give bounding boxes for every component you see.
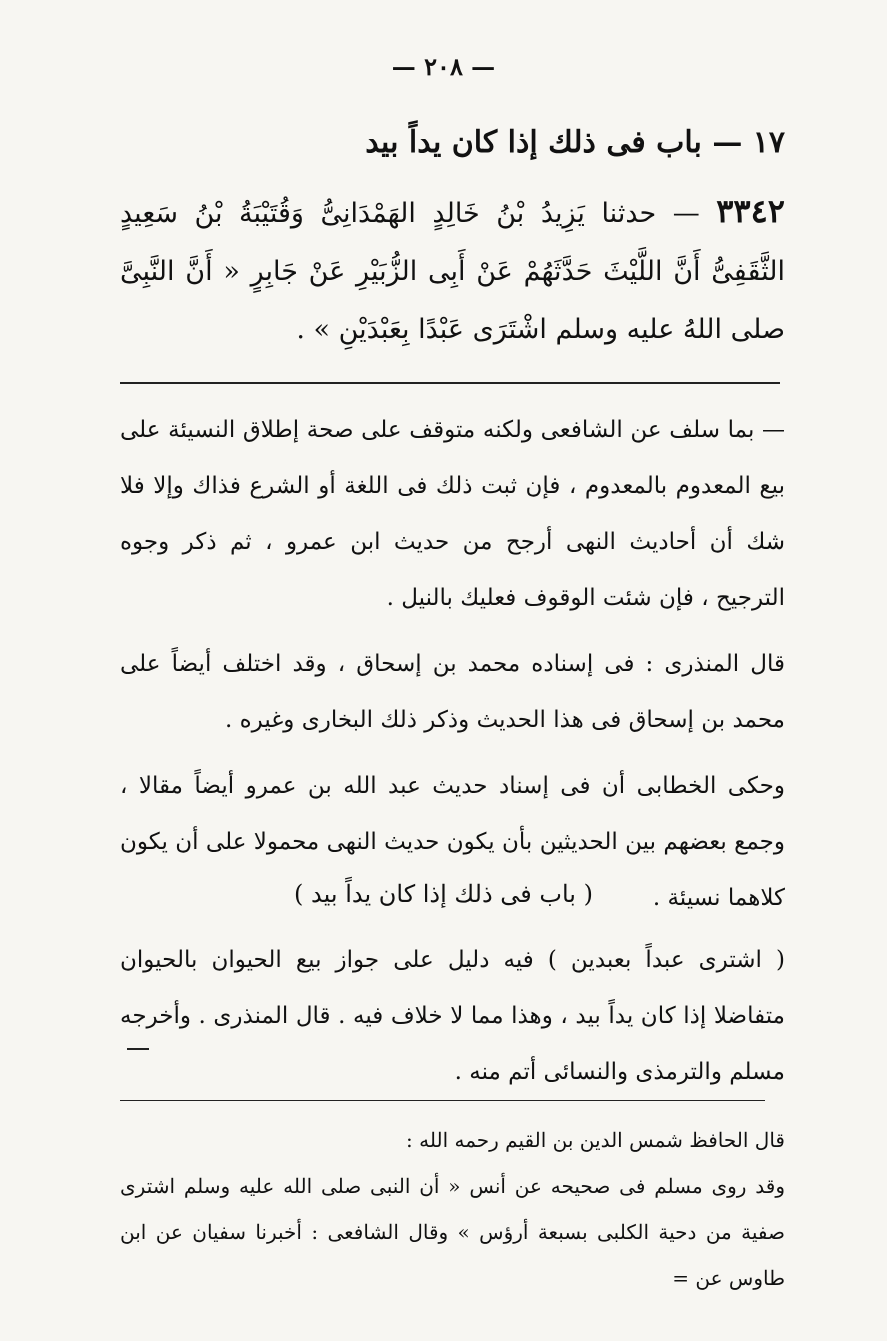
divider-rule	[120, 382, 780, 384]
hadith-number: ٣٣٤٢	[716, 192, 785, 230]
footnote-rule	[120, 1100, 765, 1101]
hadith-text: — حدثنا يَزِيدُ بْنُ خَالِدٍ الهَمْدَانِىُّ وَقُتَيْبَةُ بْنُ سَعِيدٍ الثَّقَفِىُّ أَنَّ اللَّيْثَ حَدَّثَهُمْ عَنْ أَبِى الزُّبَيْرِ عَنْ جَابِرٍ « أَنَّ النَّبِىَّ صلى اللهُ عليه وسلم اشْتَرَى عَبْدًا بِعَبْدَيْنِ » .	[120, 198, 785, 345]
commentary-paragraph: وحكى الخطابى أن فى إسناد حديث عبد الله بن عمرو أيضاً مقالا ، وجمع بعضهم بين الحديثين بأن يكون حديث النهى محمولا على أن يكون كلاهما نسيئة .	[120, 773, 785, 911]
hadith-block	[120, 182, 785, 359]
commentary-paragraph: — بما سلف عن الشافعى ولكنه متوقف على صحة إطلاق النسيئة على بيع المعدوم بالمعدوم ، فإن ثبت ذلك فى اللغة أو الشرع فذاك وإلا فلا شك أن أحاديث النهى أرجح من حديث ابن عمرو ، ثم ذكر وجوه الترجيح ، فإن شئت الوقوف فعليك بالنيل .	[120, 417, 785, 611]
chapter-title: ١٧ — باب فى ذلك إذا كان يداً بيد	[365, 125, 785, 160]
commentary-paragraph: قال المنذرى : فى إسناده محمد بن إسحاق ، وقد اختلف أيضاً على محمد بن إسحاق فى هذا الحديث وذكر ذلك البخارى وغيره .	[120, 651, 785, 733]
page-number: — ٢٠٨ —	[391, 52, 496, 81]
commentary-block	[120, 402, 785, 936]
section-heading: ( باب فى ذلك إذا كان يداً بيد )	[294, 880, 593, 908]
footnote-line: قال الحافظ شمس الدين بن القيم رحمه الله :	[406, 1128, 785, 1152]
footnote-line: وقد روى مسلم فى صحيحه عن أنس « أن النبى صلى الله عليه وسلم اشترى صفية من دحية الكلبى بسبعة أرؤس » وقال الشافعى : أخبرنا سفيان عن ابن طاوس عن =	[120, 1174, 785, 1290]
commentary-paragraph-2: ( اشترى عبداً بعبدين ) فيه دليل على جواز بيع الحيوان بالحيوان متفاضلا إذا كان يداً بيد ، وهذا مما لا خلاف فيه . قال المنذرى . وأخرجه مسلم والترمذى والنسائى أتم منه .	[120, 947, 785, 1085]
footnote-block	[120, 1117, 785, 1301]
dash-mark	[127, 1048, 149, 1050]
